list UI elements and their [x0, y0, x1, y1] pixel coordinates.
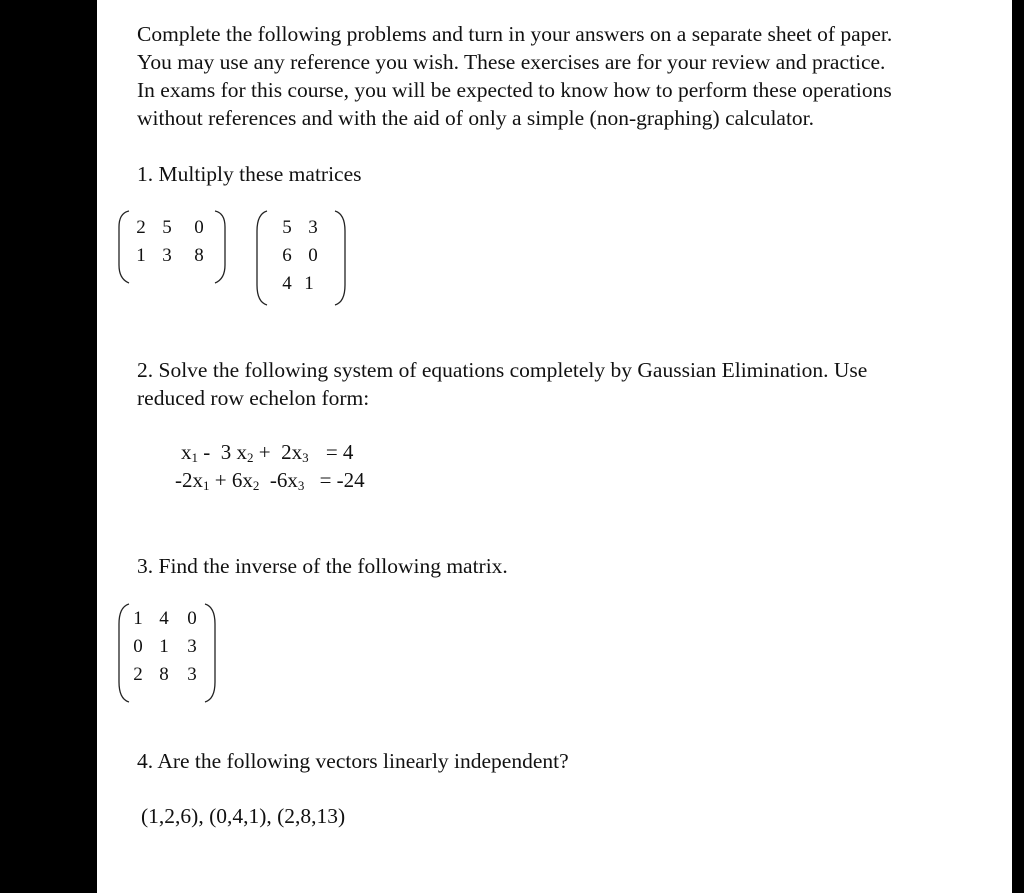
- matrix-c-cell: 2: [133, 664, 143, 685]
- problem-2-label-continued: reduced row echelon form:: [137, 386, 370, 410]
- matrix-b-cell: 1: [304, 273, 314, 294]
- eq-subscript: 1: [191, 450, 198, 465]
- eq-term: -6x: [264, 468, 298, 492]
- instructions-line: In exams for this course, you will be expected to know how to perform these operations: [137, 78, 892, 102]
- problem-1-label: 1. Multiply these matrices: [137, 162, 362, 186]
- eq-subscript: 3: [302, 450, 309, 465]
- matrix-c-cell: 3: [187, 664, 197, 685]
- instructions-line: without references and with the aid of only a simple (non-graphing) calculator.: [137, 106, 815, 130]
- instructions-paragraph: [137, 20, 1007, 132]
- matrix-b-cell: 4: [282, 273, 292, 294]
- matrix-b-cell: 3: [308, 217, 318, 238]
- matrix-a-cell: 1: [136, 245, 146, 266]
- matrix-a-cell: 5: [162, 217, 172, 238]
- matrix-a-cell: 3: [162, 245, 172, 266]
- matrix-c-cell: 0: [133, 636, 143, 657]
- problem-4-label: 4. Are the following vectors linearly independent?: [137, 749, 569, 773]
- matrix-c: [117, 600, 217, 706]
- eq-term: - 3 x: [203, 440, 247, 464]
- matrix-a: [117, 207, 227, 287]
- eq-term: x: [181, 440, 192, 464]
- equation-2: [175, 468, 365, 494]
- eq-subscript: 1: [203, 478, 210, 493]
- matrix-c-cell: 0: [187, 608, 197, 629]
- problem-3-label: 3. Find the inverse of the following matrix.: [137, 554, 508, 578]
- matrix-b-cell: 0: [308, 245, 318, 266]
- matrix-b: [255, 207, 347, 309]
- instructions-line: You may use any reference you wish. These exercises are for your review and practice.: [137, 50, 886, 74]
- worksheet-page: [97, 0, 1012, 893]
- matrix-b-cell: 5: [282, 217, 292, 238]
- matrix-b-cell: 6: [282, 245, 292, 266]
- matrix-a-cell: 2: [136, 217, 146, 238]
- vectors-list: (1,2,6), (0,4,1), (2,8,13): [141, 804, 346, 828]
- eq-rhs: = -24: [319, 468, 365, 492]
- eq-term: + 6x: [214, 468, 253, 492]
- equation-1: [181, 440, 353, 466]
- matrix-c-cell: 1: [159, 636, 169, 657]
- eq-rhs: = 4: [325, 440, 354, 464]
- eq-subscript: 2: [247, 450, 254, 465]
- matrix-c-cell: 3: [187, 636, 197, 657]
- matrix-c-cell: 1: [133, 608, 143, 629]
- eq-subscript: 3: [297, 478, 305, 493]
- eq-term: + 2x: [258, 440, 303, 464]
- eq-subscript: 2: [252, 478, 260, 493]
- matrix-c-cell: 4: [159, 608, 169, 629]
- matrix-a-cell: 0: [194, 217, 204, 238]
- problem-2-label: 2. Solve the following system of equations completely by Gaussian Elimination. Use: [137, 358, 868, 382]
- eq-term: -2x: [175, 468, 203, 492]
- matrix-c-cell: 8: [159, 664, 169, 685]
- matrix-a-cell: 8: [194, 245, 204, 266]
- instructions-line: Complete the following problems and turn in your answers on a separate sheet of paper.: [137, 22, 893, 46]
